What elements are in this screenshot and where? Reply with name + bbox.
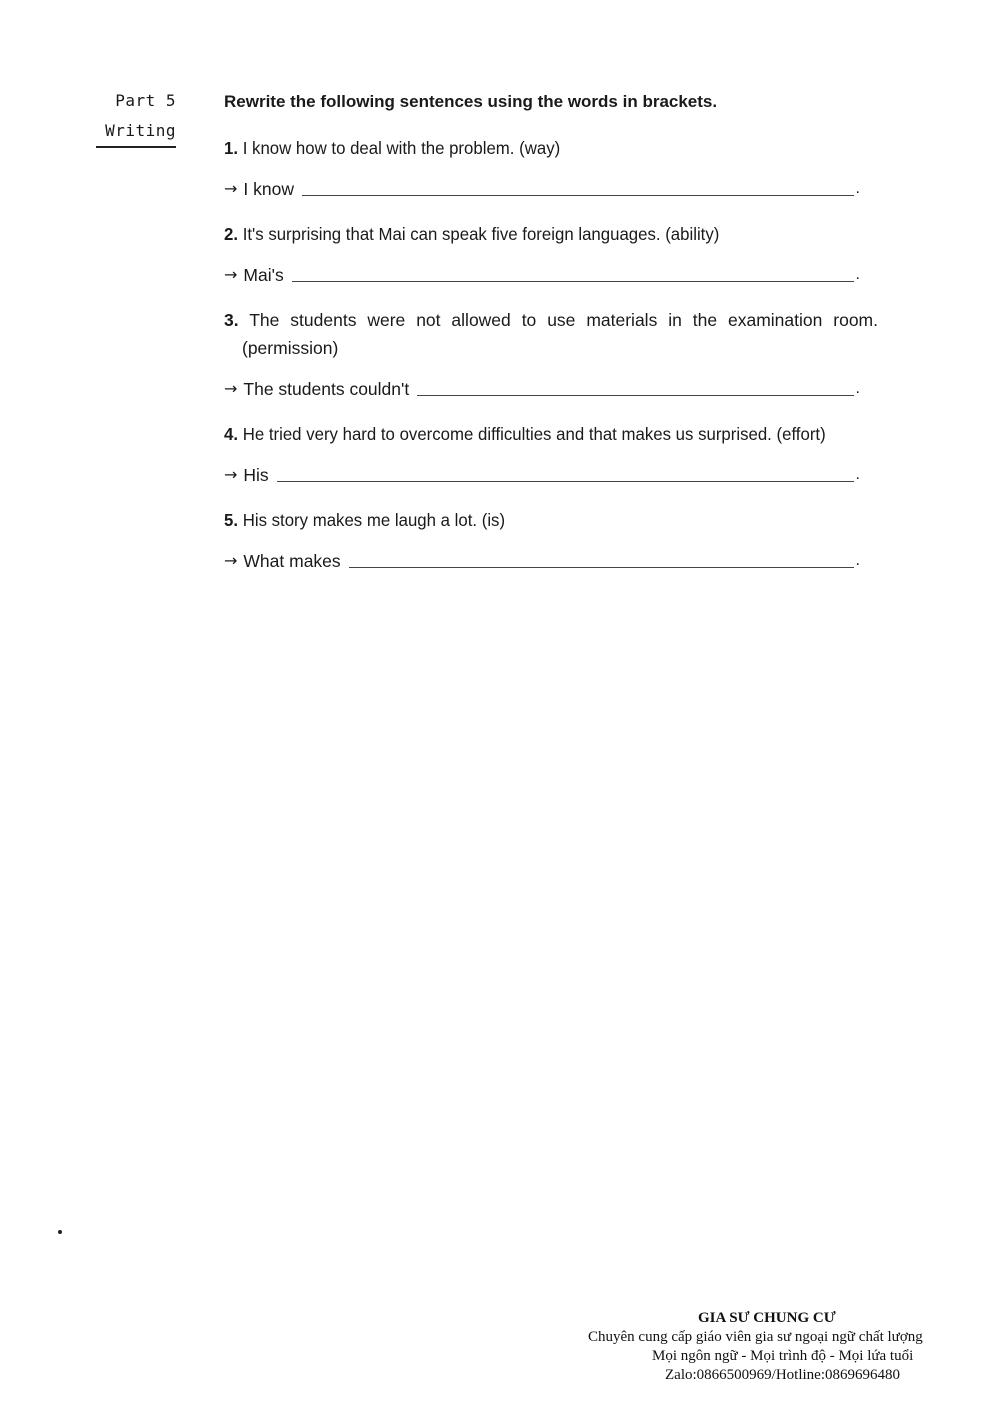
answer-line-3: [224, 376, 860, 402]
answer-prefix: What makes: [243, 551, 341, 571]
arrow-right-icon: →: [224, 179, 238, 198]
question-number: 2.: [224, 224, 239, 244]
question-4: [224, 420, 858, 448]
footer-contact: Zalo:0866500969/Hotline:0869696480: [665, 1367, 900, 1383]
answer-period: .: [855, 552, 860, 569]
answer-period: .: [855, 466, 860, 483]
question-1: [224, 134, 858, 162]
question-number: 1.: [224, 138, 239, 158]
question-text: The students were not allowed to use materials in the examination room. (permission): [242, 310, 879, 358]
arrow-right-icon: →: [224, 551, 238, 570]
answer-blank[interactable]: [292, 280, 854, 282]
answer-blank[interactable]: [349, 566, 854, 568]
question-text: His story makes me laugh a lot. (is): [242, 510, 506, 530]
answer-period: .: [855, 180, 860, 197]
question-number: 3.: [224, 310, 239, 330]
answer-prefix: His: [243, 465, 269, 485]
instruction-text: Rewrite the following sentences using the words in brackets.: [224, 92, 718, 111]
question-3: [224, 306, 878, 362]
answer-line-1: [224, 176, 860, 202]
answer-prefix: I know: [243, 179, 294, 199]
arrow-right-icon: →: [224, 265, 238, 284]
section-title: Writing: [96, 120, 176, 148]
answer-line-2: [224, 262, 860, 288]
question-text: I know how to deal with the problem. (way): [242, 138, 561, 158]
question-number: 4.: [224, 424, 239, 444]
question-2: [224, 220, 858, 248]
answer-period: .: [855, 380, 860, 397]
question-number: 5.: [224, 510, 239, 530]
footer-line-1: Chuyên cung cấp giáo viên gia sư ngoại ngữ chất lượng: [588, 1329, 923, 1345]
scan-speck: [58, 1230, 62, 1234]
answer-prefix: The students couldn't: [243, 379, 410, 399]
answer-blank[interactable]: [417, 394, 853, 396]
answer-prefix: Mai's: [243, 265, 284, 285]
part-label-block: [96, 88, 176, 148]
answer-period: .: [855, 266, 860, 283]
question-5: [224, 506, 858, 534]
exercise-body: [224, 90, 879, 592]
answer-line-5: [224, 548, 860, 574]
arrow-right-icon: →: [224, 465, 238, 484]
question-text: He tried very hard to overcome difficulties and that makes us surprised. (effort): [242, 424, 826, 444]
answer-blank[interactable]: [277, 480, 854, 482]
footer-line-2: Mọi ngôn ngữ - Mọi trình độ - Mọi lứa tuổi: [652, 1348, 914, 1364]
footer-ad: [560, 1309, 1000, 1385]
footer-title: GIA SƯ CHUNG CƯ: [698, 1310, 836, 1326]
answer-blank[interactable]: [302, 194, 854, 196]
arrow-right-icon: →: [224, 379, 238, 398]
question-text: It's surprising that Mai can speak five foreign languages. (ability): [242, 224, 720, 244]
answer-line-4: [224, 462, 860, 488]
part-number: Part 5: [115, 91, 176, 110]
